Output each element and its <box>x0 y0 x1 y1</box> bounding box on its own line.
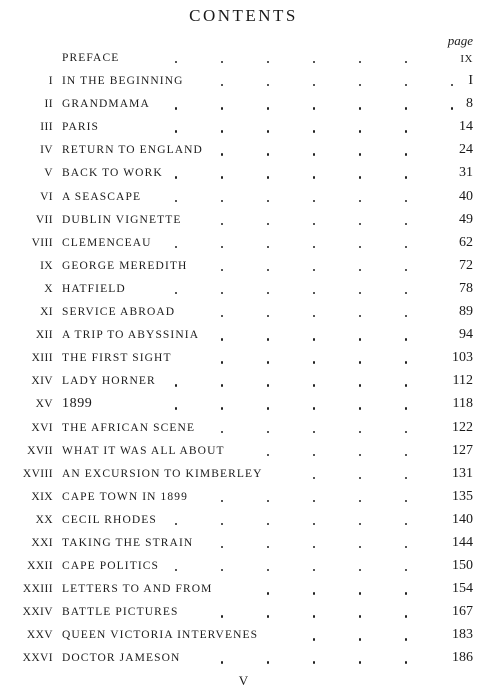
chapter-number: XII <box>35 329 53 342</box>
leader-dot <box>359 407 361 409</box>
chapter-number: XIII <box>31 352 53 365</box>
leader-dot <box>267 84 269 86</box>
leader-dot <box>175 292 177 294</box>
chapter-title: GRANDMAMA <box>62 98 150 111</box>
contents-entry <box>0 625 487 648</box>
leader-dot <box>405 84 407 86</box>
leader-dot <box>267 338 269 340</box>
leader-dot <box>405 615 407 617</box>
leader-dot <box>267 592 269 594</box>
leader-dot <box>313 292 315 294</box>
page-number: IX <box>460 53 473 65</box>
chapter-title: BACK TO WORK <box>62 167 163 180</box>
dot-leader <box>62 167 459 181</box>
page-number: 24 <box>459 142 473 158</box>
leader-dot <box>221 661 223 663</box>
leader-dot <box>405 246 407 248</box>
dot-leader <box>62 144 459 158</box>
page-number: 40 <box>459 188 473 204</box>
chapter-number: XXV <box>26 629 53 642</box>
contents-entry <box>0 348 487 371</box>
chapter-number: XVIII <box>22 467 53 480</box>
leader-dot <box>313 500 315 502</box>
leader-dot <box>267 500 269 502</box>
leader-dot <box>359 523 361 525</box>
chapter-number: XXVI <box>22 652 53 665</box>
chapter-title: IN THE BEGINNING <box>62 75 184 88</box>
leader-dot <box>221 338 223 340</box>
leader-dot <box>405 130 407 132</box>
leader-dot <box>313 477 315 479</box>
chapter-title: A TRIP TO ABYSSINIA <box>62 329 200 342</box>
leader-dot <box>221 523 223 525</box>
leader-dot <box>313 130 315 132</box>
contents-entry <box>0 533 487 556</box>
leader-dot <box>267 569 269 571</box>
chapter-title: DUBLIN VIGNETTE <box>62 213 182 226</box>
chapter-title: TAKING THE STRAIN <box>62 536 194 549</box>
chapter-title: RETURN TO ENGLAND <box>62 144 203 157</box>
contents-entry <box>0 464 487 487</box>
chapter-number: I <box>48 75 53 88</box>
chapter-number: XIV <box>31 375 53 388</box>
page-number: I <box>468 73 473 89</box>
page-number: 94 <box>459 327 473 343</box>
chapter-title: PARIS <box>62 121 100 134</box>
leader-dot <box>175 569 177 571</box>
chapter-number: V <box>44 167 53 180</box>
leader-dot <box>359 661 361 663</box>
contents-entry <box>0 187 487 210</box>
chapter-title: LETTERS TO AND FROM <box>62 583 213 596</box>
leader-dot <box>405 454 407 456</box>
contents-entry <box>0 418 487 441</box>
leader-dot <box>267 292 269 294</box>
leader-dot <box>359 84 361 86</box>
leader-dot <box>267 223 269 225</box>
contents-entry <box>0 94 487 117</box>
leader-dot <box>359 454 361 456</box>
leader-dot <box>267 315 269 317</box>
page-number: 118 <box>452 396 473 412</box>
leader-dot <box>359 200 361 202</box>
leader-dot <box>359 592 361 594</box>
leader-dot <box>313 546 315 548</box>
leader-dot <box>221 615 223 617</box>
dot-leader <box>62 629 459 643</box>
dot-leader <box>62 98 459 112</box>
leader-dot <box>221 569 223 571</box>
leader-dot <box>451 84 453 86</box>
leader-dot <box>175 523 177 525</box>
chapter-number: XI <box>40 306 53 319</box>
leader-dot <box>221 84 223 86</box>
leader-dot <box>175 200 177 202</box>
dot-leader <box>62 537 459 551</box>
leader-dot <box>221 384 223 386</box>
leader-dot <box>359 638 361 640</box>
page-number: 112 <box>452 373 473 389</box>
chapter-title: LADY HORNER <box>62 375 156 388</box>
leader-dot <box>175 61 177 63</box>
leader-dot <box>359 615 361 617</box>
contents-entry <box>0 279 487 302</box>
page-number: 78 <box>459 280 473 296</box>
dot-leader <box>62 583 459 597</box>
leader-dot <box>359 477 361 479</box>
chapter-number: XVII <box>27 444 53 457</box>
leader-dot <box>313 200 315 202</box>
leader-dot <box>359 246 361 248</box>
contents-entry <box>0 579 487 602</box>
leader-dot <box>267 153 269 155</box>
page-number: 14 <box>459 119 473 135</box>
leader-dot <box>359 269 361 271</box>
leader-dot <box>313 361 315 363</box>
leader-dot <box>267 107 269 109</box>
leader-dot <box>359 431 361 433</box>
chapter-number: XXIV <box>22 606 53 619</box>
leader-dot <box>221 153 223 155</box>
contents-entry <box>0 325 487 348</box>
leader-dot <box>405 500 407 502</box>
leader-dot <box>359 61 361 63</box>
leader-dot <box>175 407 177 409</box>
leader-dot <box>359 569 361 571</box>
leader-dot <box>405 292 407 294</box>
contents-entry <box>0 441 487 464</box>
contents-entry <box>0 140 487 163</box>
contents-entry <box>0 163 487 186</box>
page-number: 144 <box>452 534 473 550</box>
leader-dot <box>405 569 407 571</box>
chapter-number: XXIII <box>22 583 53 596</box>
dot-leader <box>62 75 459 89</box>
contents-entry <box>0 648 487 671</box>
leader-dot <box>267 246 269 248</box>
leader-dot <box>405 176 407 178</box>
chapter-title: CECIL RHODES <box>62 513 157 526</box>
leader-dot <box>405 384 407 386</box>
chapter-title: AN EXCURSION TO KIMBERLEY <box>62 467 263 480</box>
dot-leader <box>62 514 459 528</box>
leader-dot <box>313 407 315 409</box>
leader-dot <box>267 523 269 525</box>
dot-leader <box>62 468 459 482</box>
leader-dot <box>221 107 223 109</box>
leader-dot <box>313 638 315 640</box>
chapter-number: VIII <box>31 236 53 249</box>
page-number: 103 <box>452 350 473 366</box>
chapter-title: PREFACE <box>62 52 120 64</box>
chapter-number: X <box>44 282 53 295</box>
leader-dot <box>267 384 269 386</box>
leader-dot <box>405 592 407 594</box>
leader-dot <box>359 223 361 225</box>
contents-entry <box>0 556 487 579</box>
chapter-title: CAPE TOWN IN 1899 <box>62 490 188 503</box>
leader-dot <box>313 107 315 109</box>
page-number: 167 <box>452 604 473 620</box>
leader-dot <box>267 269 269 271</box>
chapter-title: THE FIRST SIGHT <box>62 352 172 365</box>
leader-dot <box>313 384 315 386</box>
leader-dot <box>175 107 177 109</box>
leader-dot <box>221 130 223 132</box>
leader-dot <box>405 431 407 433</box>
leader-dot <box>313 223 315 225</box>
dot-leader <box>62 652 459 666</box>
chapter-title: CAPE POLITICS <box>62 560 160 573</box>
chapter-number: XX <box>35 513 53 526</box>
page-number: 62 <box>459 234 473 250</box>
page-number: 135 <box>452 488 473 504</box>
dot-leader <box>62 352 459 366</box>
leader-dot <box>451 107 453 109</box>
page-number: 154 <box>452 581 473 597</box>
leader-dot <box>405 661 407 663</box>
dot-leader <box>62 375 459 389</box>
leader-dot <box>405 523 407 525</box>
chapter-number: VII <box>35 213 53 226</box>
leader-dot <box>175 176 177 178</box>
leader-dot <box>359 500 361 502</box>
dot-leader <box>62 214 459 228</box>
page-number: 131 <box>452 465 473 481</box>
leader-dot <box>405 223 407 225</box>
chapter-title: GEORGE MEREDITH <box>62 259 188 272</box>
leader-dot <box>405 361 407 363</box>
chapter-title: A SEASCAPE <box>62 190 142 203</box>
leader-dot <box>221 200 223 202</box>
leader-dot <box>221 431 223 433</box>
dot-leader <box>62 491 459 505</box>
contents-entry <box>0 71 487 94</box>
leader-dot <box>313 315 315 317</box>
dot-leader <box>62 237 459 251</box>
contents-entry <box>0 602 487 625</box>
chapter-number: XV <box>35 398 53 411</box>
leader-dot <box>405 546 407 548</box>
leader-dot <box>221 407 223 409</box>
leader-dot <box>313 153 315 155</box>
chapter-title: THE AFRICAN SCENE <box>62 421 196 434</box>
dot-leader <box>62 306 459 320</box>
leader-dot <box>221 61 223 63</box>
dot-leader <box>62 121 459 135</box>
page-number: 140 <box>452 511 473 527</box>
contents-entry <box>0 233 487 256</box>
chapter-number: XXII <box>27 560 53 573</box>
dot-leader <box>62 283 459 297</box>
leader-dot <box>221 176 223 178</box>
chapter-number: IV <box>40 144 53 157</box>
leader-dot <box>313 269 315 271</box>
leader-dot <box>267 546 269 548</box>
page-number: 122 <box>452 419 473 435</box>
chapter-number: IX <box>40 259 53 272</box>
leader-dot <box>359 107 361 109</box>
leader-dot <box>267 431 269 433</box>
leader-dot <box>359 130 361 132</box>
leader-dot <box>405 477 407 479</box>
leader-dot <box>359 292 361 294</box>
leader-dot <box>359 361 361 363</box>
contents-entry <box>0 487 487 510</box>
chapter-number: XXI <box>31 536 53 549</box>
chapter-title: HATFIELD <box>62 282 126 295</box>
chapter-title: BATTLE PICTURES <box>62 606 179 619</box>
chapter-title: DOCTOR JAMESON <box>62 652 181 665</box>
contents-entry <box>0 371 487 394</box>
leader-dot <box>267 176 269 178</box>
leader-dot <box>359 546 361 548</box>
leader-dot <box>359 153 361 155</box>
page-number: 127 <box>452 442 473 458</box>
leader-dot <box>313 176 315 178</box>
dot-leader <box>62 191 459 205</box>
leader-dot <box>221 361 223 363</box>
dot-leader <box>62 398 459 412</box>
leader-dot <box>313 523 315 525</box>
leader-dot <box>313 592 315 594</box>
chapter-title: CLEMENCEAU <box>62 236 152 249</box>
leader-dot <box>221 223 223 225</box>
contents-entry <box>0 302 487 325</box>
leader-dot <box>313 454 315 456</box>
page-folio: V <box>238 673 249 688</box>
dot-leader <box>62 445 459 459</box>
leader-dot <box>313 431 315 433</box>
contents-list <box>0 48 487 672</box>
leader-dot <box>267 200 269 202</box>
leader-dot <box>267 361 269 363</box>
leader-dot <box>221 315 223 317</box>
leader-dot <box>313 661 315 663</box>
leader-dot <box>175 130 177 132</box>
leader-dot <box>221 269 223 271</box>
leader-dot <box>405 638 407 640</box>
page-number: 49 <box>459 211 473 227</box>
chapter-title: WHAT IT WAS ALL ABOUT <box>62 444 225 457</box>
leader-dot <box>405 315 407 317</box>
contents-entry <box>0 510 487 533</box>
page-number: 150 <box>452 558 473 574</box>
page-number: 72 <box>459 257 473 273</box>
chapter-number: III <box>40 121 53 134</box>
leader-dot <box>221 292 223 294</box>
dot-leader <box>62 422 459 436</box>
contents-entry <box>0 394 487 417</box>
leader-dot <box>221 546 223 548</box>
leader-dot <box>359 176 361 178</box>
dot-leader <box>62 606 459 620</box>
leader-dot <box>313 61 315 63</box>
leader-dot <box>267 130 269 132</box>
chapter-number: II <box>44 98 53 111</box>
leader-dot <box>267 661 269 663</box>
chapter-title: QUEEN VICTORIA INTERVENES <box>62 629 259 642</box>
leader-dot <box>175 384 177 386</box>
contents-entry <box>0 210 487 233</box>
leader-dot <box>405 269 407 271</box>
contents-entry <box>0 48 487 71</box>
chapter-number: XVI <box>31 421 53 434</box>
chapter-title: 1899 <box>62 396 93 412</box>
leader-dot <box>175 246 177 248</box>
leader-dot <box>405 407 407 409</box>
dot-leader <box>62 52 459 66</box>
chapter-number: VI <box>40 190 53 203</box>
leader-dot <box>267 615 269 617</box>
contents-entry <box>0 256 487 279</box>
page-number: 183 <box>452 627 473 643</box>
leader-dot <box>359 338 361 340</box>
leader-dot <box>405 338 407 340</box>
leader-dot <box>221 500 223 502</box>
dot-leader <box>62 260 459 274</box>
leader-dot <box>313 246 315 248</box>
page-column-header: page <box>447 33 473 48</box>
leader-dot <box>313 569 315 571</box>
page-title: CONTENTS <box>189 6 298 25</box>
leader-dot <box>221 246 223 248</box>
leader-dot <box>405 61 407 63</box>
leader-dot <box>313 338 315 340</box>
leader-dot <box>359 315 361 317</box>
page-number: 8 <box>466 96 473 112</box>
leader-dot <box>359 384 361 386</box>
page-number: 31 <box>459 165 473 181</box>
leader-dot <box>267 407 269 409</box>
contents-entry <box>0 117 487 140</box>
leader-dot <box>405 200 407 202</box>
dot-leader <box>62 329 459 343</box>
chapter-number: XIX <box>31 490 53 503</box>
leader-dot <box>405 153 407 155</box>
dot-leader <box>62 560 459 574</box>
leader-dot <box>267 61 269 63</box>
chapter-title: SERVICE ABROAD <box>62 306 176 319</box>
leader-dot <box>267 454 269 456</box>
leader-dot <box>405 107 407 109</box>
leader-dot <box>313 84 315 86</box>
leader-dot <box>313 615 315 617</box>
page-number: 186 <box>452 650 473 666</box>
page-number: 89 <box>459 304 473 320</box>
